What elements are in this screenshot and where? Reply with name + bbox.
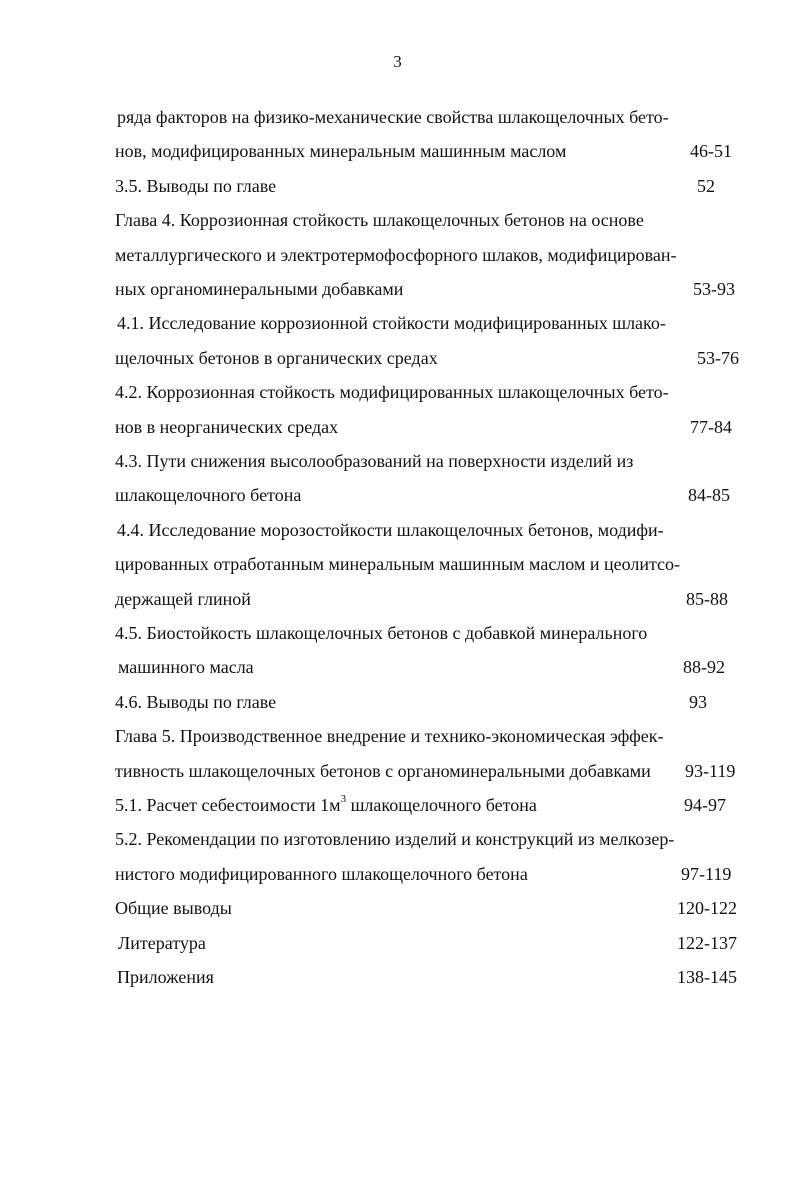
toc-line xyxy=(0,754,795,788)
toc-line-text: ных органоминеральными добавками xyxy=(115,279,404,299)
toc-line-text: тивность шлакощелочных бетонов с органоминеральными добавками xyxy=(115,760,651,781)
toc-line xyxy=(0,891,795,925)
toc-line-text: 3.5. Выводы по главе xyxy=(115,175,277,196)
toc-line xyxy=(0,719,795,753)
toc-page-ref: 138-145 xyxy=(677,967,737,987)
toc-line-text: шлакощелочного бетона xyxy=(115,485,302,506)
toc-line xyxy=(0,341,795,375)
toc-line xyxy=(0,134,795,168)
toc-line xyxy=(0,375,795,409)
toc-page-ref: 85-88 xyxy=(686,588,728,609)
toc-line xyxy=(0,582,795,616)
toc-page-ref: 52 xyxy=(697,175,715,196)
toc-line-text: машинного масла xyxy=(118,657,254,678)
toc-page-ref: 93-119 xyxy=(685,760,736,781)
superscript: 3 xyxy=(340,793,347,805)
toc-page-ref: 53-76 xyxy=(697,347,739,368)
toc-line-text: ряда факторов на физико-механические свойства шлакощелочных бето- xyxy=(117,107,669,127)
toc-line-text: 4.1. Исследование коррозионной стойкости модифицированных шлако- xyxy=(117,313,666,334)
toc-line-text: 5.2. Рекомендации по изготовлению изделий и конструкций из мелкозер- xyxy=(115,829,675,850)
toc-line xyxy=(0,203,795,237)
page-number: 3 xyxy=(393,52,402,71)
toc-page-ref: 97-119 xyxy=(681,863,732,884)
toc-line xyxy=(0,616,795,650)
toc-line xyxy=(0,444,795,478)
toc-line xyxy=(0,685,795,719)
toc-page-ref: 77-84 xyxy=(690,416,732,437)
toc-page-ref: 93 xyxy=(689,691,707,712)
toc-page-ref: 84-85 xyxy=(688,485,730,506)
toc-line-text: Приложения xyxy=(117,967,214,987)
toc-line xyxy=(0,788,795,822)
toc-line xyxy=(0,306,795,340)
toc-line-text: нов, модифицированных минеральным машинным маслом xyxy=(115,141,567,162)
toc-line-text xyxy=(115,788,537,822)
toc-line xyxy=(0,169,795,203)
toc-line xyxy=(0,547,795,581)
toc-line-text: Литература xyxy=(118,932,206,953)
toc-page-ref: 53-93 xyxy=(693,279,735,299)
toc-line-text: металлургического и электротермофосфорного шлаков, модифицирован- xyxy=(115,244,677,265)
toc-line xyxy=(0,100,795,134)
toc-line-text: цированных отработанным минеральным машинным маслом и цеолитсо- xyxy=(115,554,681,575)
toc-line-text: 4.6. Выводы по главе xyxy=(115,691,277,712)
toc-line xyxy=(0,478,795,512)
toc-line xyxy=(0,513,795,547)
toc-line xyxy=(0,960,795,994)
toc-line-text-part: шлакощелочного бетона xyxy=(346,795,537,815)
toc-line xyxy=(0,238,795,272)
toc-page-ref: 94-97 xyxy=(684,795,726,815)
toc-page-ref: 46-51 xyxy=(690,141,732,162)
toc-line xyxy=(0,926,795,960)
toc-line xyxy=(0,857,795,891)
toc-line-text: щелочных бетонов в органических средах xyxy=(115,347,438,368)
toc-line-text: держащей глиной xyxy=(115,588,251,609)
toc-line-text: 4.2. Коррозионная стойкость модифицированных шлакощелочных бето- xyxy=(115,382,669,403)
toc-line-text: 4.5. Биостойкость шлакощелочных бетонов с добавкой минерального xyxy=(115,623,648,643)
toc-line-text-part: 5.1. Расчет себестоимости 1м xyxy=(115,795,341,815)
toc-line xyxy=(0,272,795,306)
toc-page-ref: 120-122 xyxy=(677,898,737,919)
toc-line-text: нов в неорганических средах xyxy=(115,416,339,437)
toc-page-ref: 122-137 xyxy=(677,932,737,953)
toc-line-text: нистого модифицированного шлакощелочного бетона xyxy=(115,863,528,884)
toc-line xyxy=(0,650,795,684)
toc-line-text: 4.4. Исследование морозостойкости шлакощелочных бетонов, модифи- xyxy=(117,519,664,540)
toc-line-text: 4.3. Пути снижения высолообразований на поверхности изделий из xyxy=(115,451,634,471)
toc-page-ref: 88-92 xyxy=(683,657,725,678)
toc-line xyxy=(0,410,795,444)
toc-line xyxy=(0,822,795,856)
toc-line-text: Глава 4. Коррозионная стойкость шлакощелочных бетонов на основе xyxy=(115,210,644,231)
toc-line-text: Глава 5. Производственное внедрение и технико-экономическая эффек- xyxy=(115,726,664,747)
toc-line-text: Общие выводы xyxy=(115,898,232,919)
